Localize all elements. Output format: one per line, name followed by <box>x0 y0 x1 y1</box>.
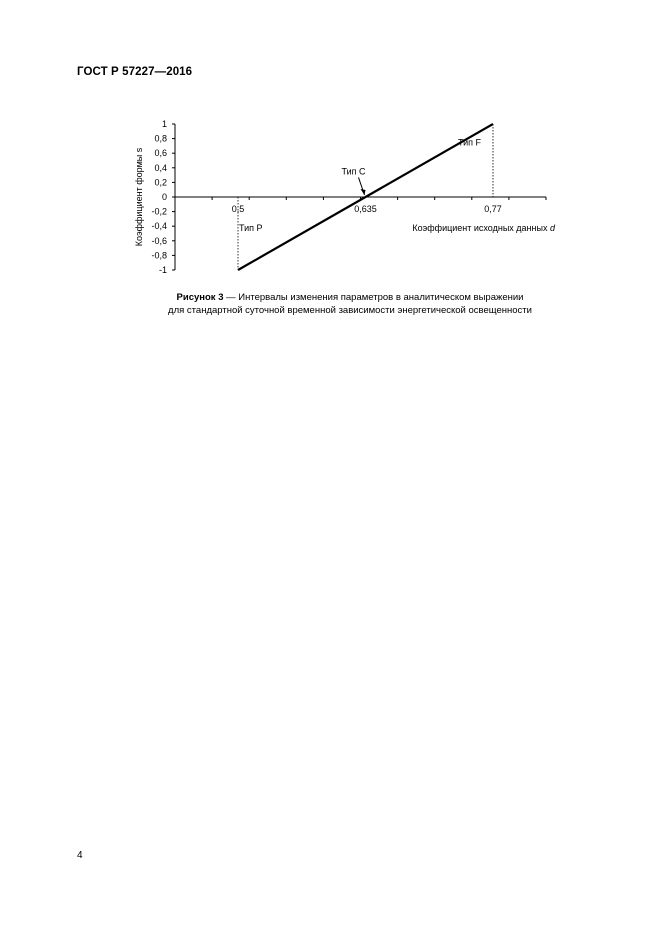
y-tick-label: 1 <box>161 119 167 129</box>
y-tick-label: 0 <box>161 192 167 202</box>
y-tick-label: -0,2 <box>151 206 167 217</box>
x-axis-label: Коэффициент исходных данных d <box>412 223 555 233</box>
y-tick-label: 0,8 <box>154 133 167 144</box>
annotation-type-f: Тип F <box>457 137 481 148</box>
y-tick-label: -0,4 <box>151 221 167 232</box>
x-tick-label: 0,5 <box>231 204 245 214</box>
caption-label: Рисунок 3 <box>176 292 224 303</box>
y-tick-label: 0,4 <box>154 162 167 173</box>
y-tick-label: -0,8 <box>151 250 167 261</box>
document-header: ГОСТ Р 57227—2016 <box>77 66 193 78</box>
x-axis-label-symbol: d <box>549 223 555 233</box>
y-tick-label: -1 <box>158 265 167 275</box>
x-tick-label: 0,77 <box>484 204 502 214</box>
annotation-type-c: Тип C <box>341 166 366 177</box>
figure-caption-line2: для стандартной суточной временной зависимости энергетической освещенности <box>168 305 532 316</box>
figure-caption <box>100 291 600 304</box>
y-tick-label: 0,6 <box>154 148 167 159</box>
y-axis-label: Коэффициент формы s <box>134 147 144 247</box>
caption-text-line1: — Интервалы изменения параметров в аналитическом выражении <box>223 292 524 303</box>
y-tick-label: -0,6 <box>151 235 167 246</box>
y-tick-label: 0,2 <box>154 177 167 188</box>
annotation-type-p: Тип P <box>239 223 263 233</box>
page-number: 4 <box>77 850 83 861</box>
annotation-arrowhead <box>361 189 366 195</box>
x-tick-label: 0,635 <box>354 204 377 214</box>
